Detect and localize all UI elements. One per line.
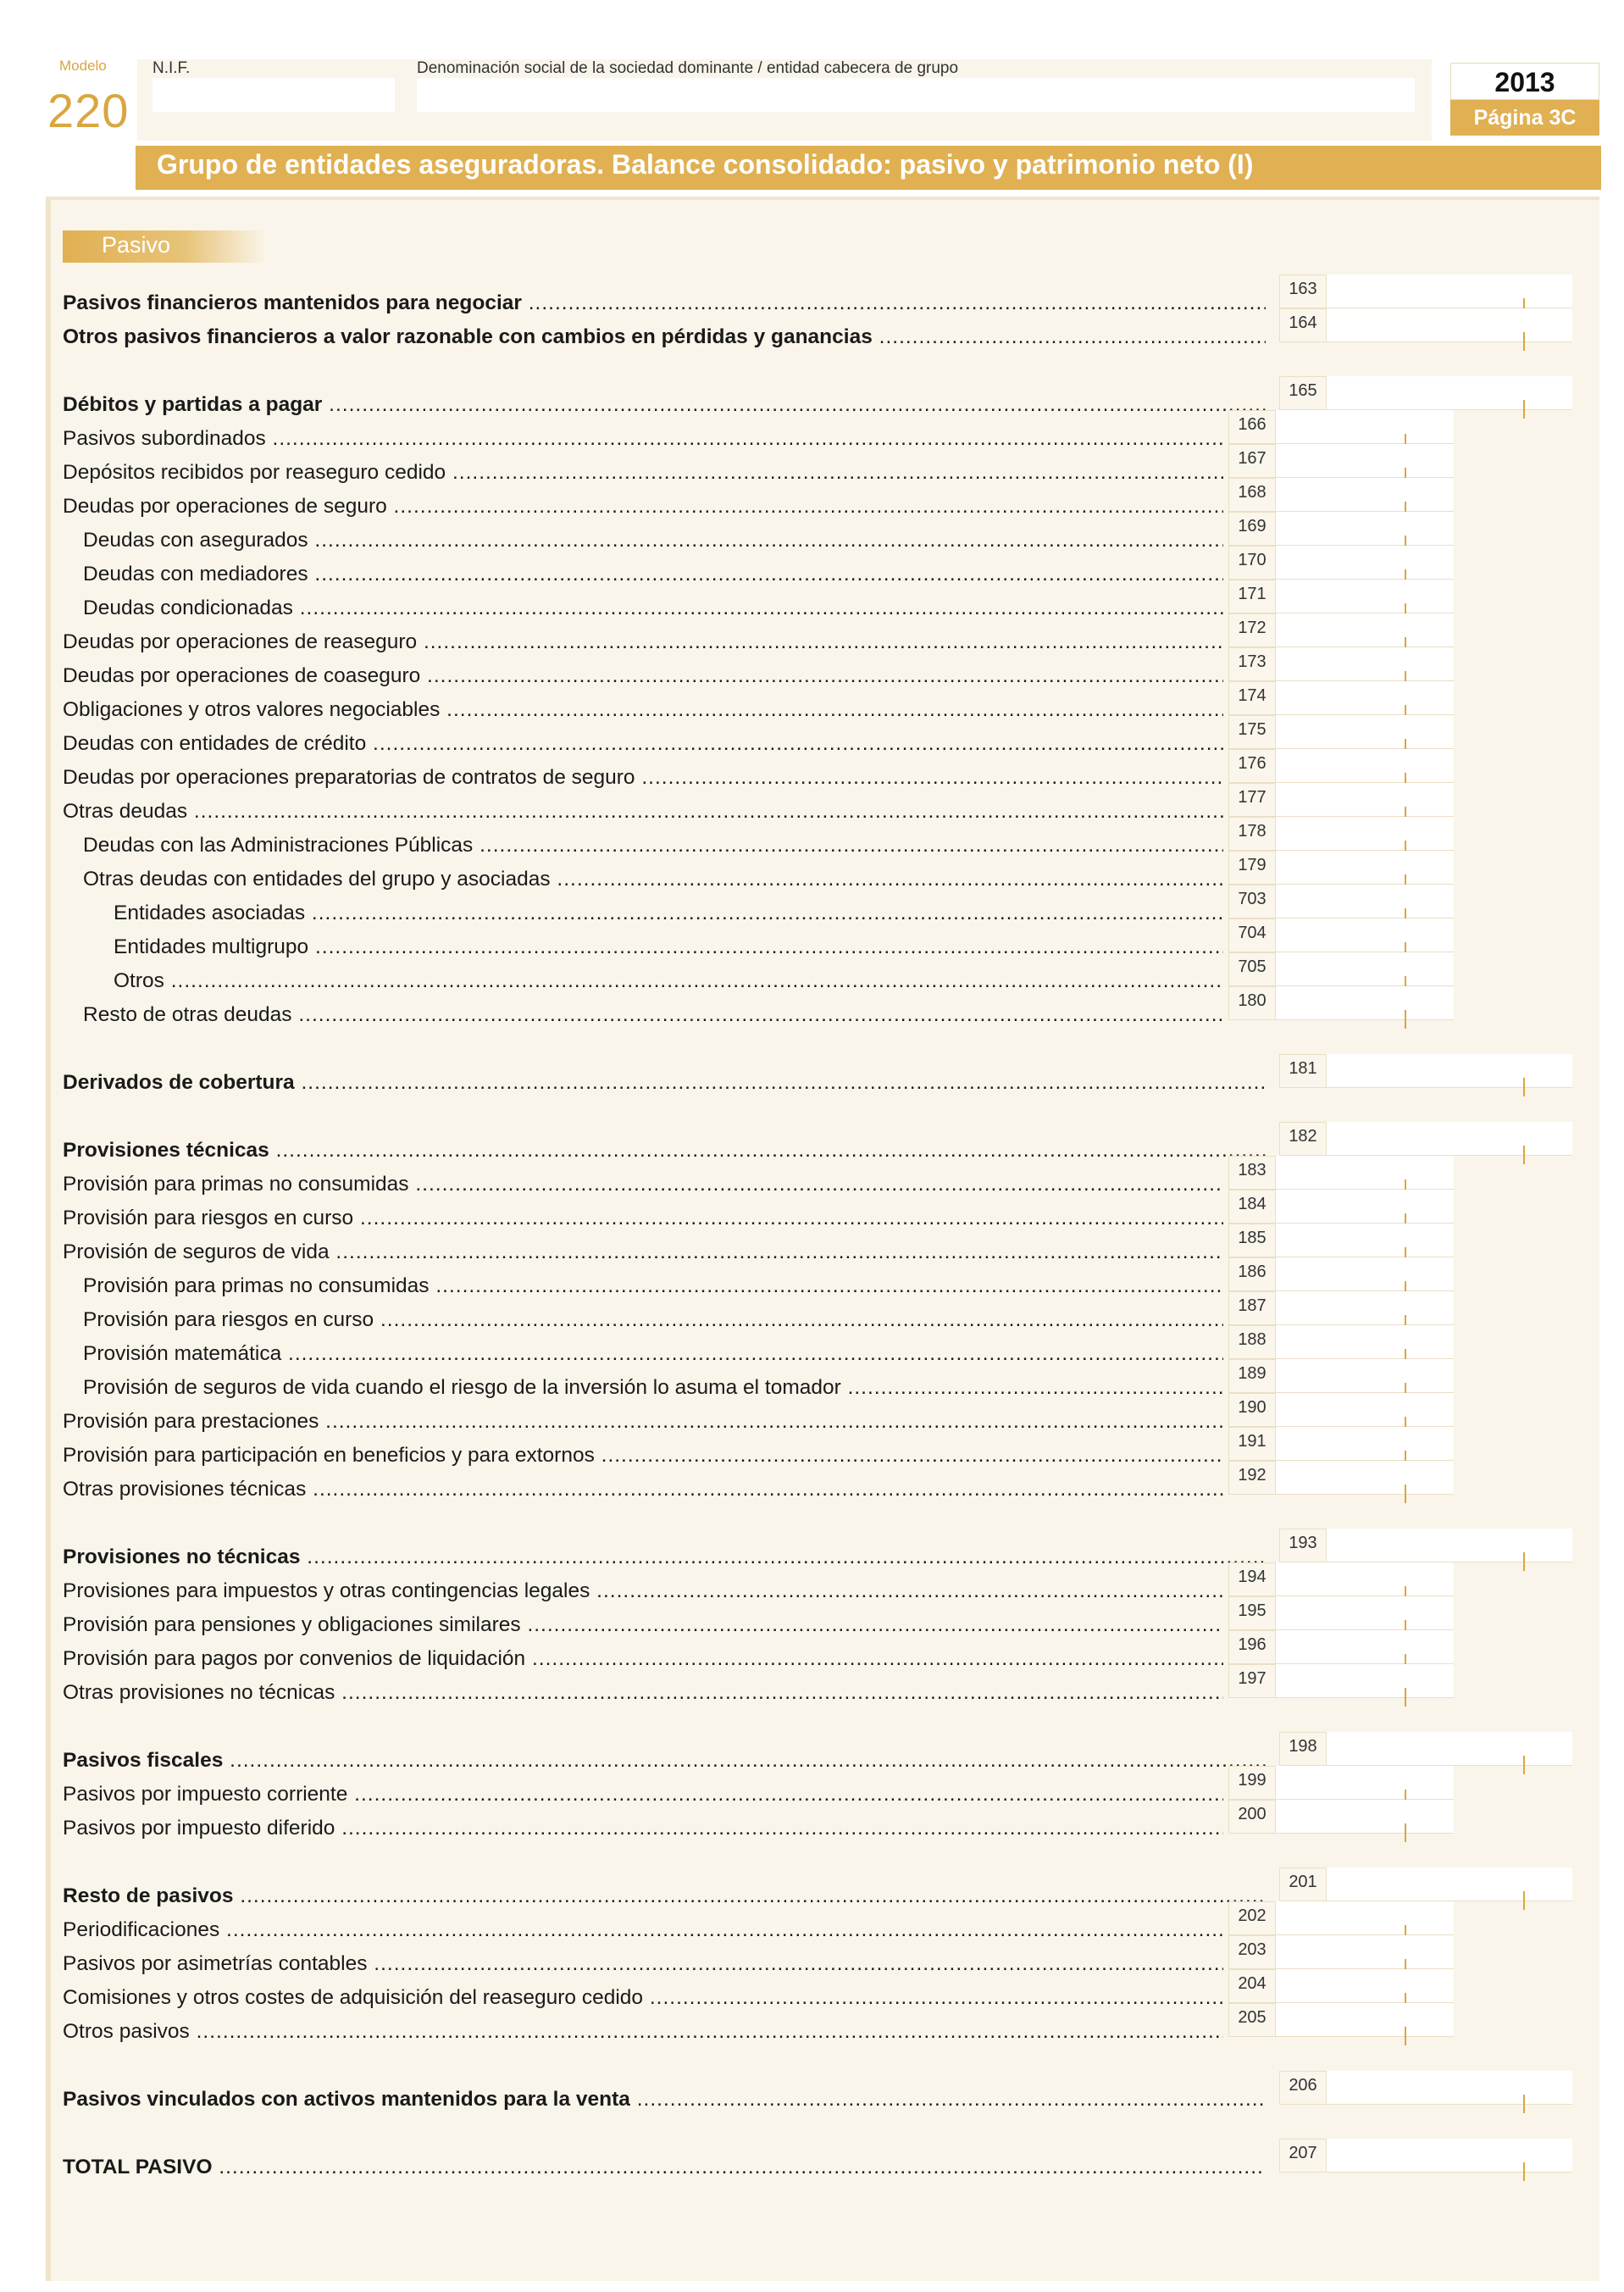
- row-label: Pasivos por impuesto corriente .....: [63, 1779, 1223, 1810]
- row-label: Derivados de cobertura .....: [63, 1068, 1266, 1098]
- amount-field[interactable]: [1276, 851, 1454, 885]
- box-code: 164: [1279, 308, 1327, 342]
- form-row: [0, 2076, 1624, 2115]
- box-code: 181: [1279, 1054, 1327, 1088]
- row-label: Provisión para pagos por convenios de liquidación .....: [63, 1644, 1223, 1674]
- amount-field[interactable]: [1276, 986, 1454, 1020]
- row-label: Otros .....: [114, 966, 1223, 996]
- amount-field[interactable]: [1276, 1224, 1454, 1257]
- row-label: Deudas por operaciones de coaseguro .....: [63, 661, 1223, 691]
- form-row: [0, 1669, 1624, 1708]
- amount-field[interactable]: [1276, 1427, 1454, 1461]
- row-label: Pasivos subordinados .....: [63, 424, 1223, 454]
- amount-field[interactable]: [1276, 1630, 1454, 1664]
- amount-field[interactable]: [1276, 1359, 1454, 1393]
- box-code: 191: [1228, 1427, 1276, 1461]
- decimal-separator-mark: [1523, 332, 1525, 351]
- amount-field[interactable]: [1327, 275, 1572, 308]
- box-code: 205: [1228, 2003, 1276, 2037]
- row-label: Pasivos fiscales .....: [63, 1745, 1266, 1776]
- page-title: Grupo de entidades aseguradoras. Balance consolidado: pasivo y patrimonio neto (I): [157, 149, 1254, 180]
- amount-field[interactable]: [1276, 647, 1454, 681]
- decimal-separator-mark: [1523, 1078, 1525, 1096]
- form-row: [0, 1059, 1624, 1098]
- form-row: [0, 314, 1624, 352]
- box-code: 177: [1228, 783, 1276, 817]
- decimal-separator-mark: [1523, 1146, 1525, 1164]
- row-label: Comisiones y otros costes de adquisición del reaseguro cedido .....: [63, 1983, 1223, 2013]
- row-label: Deudas por operaciones de reaseguro .....: [63, 627, 1223, 658]
- amount-field[interactable]: [1276, 1156, 1454, 1190]
- box-code: 703: [1228, 885, 1276, 918]
- box-code: 184: [1228, 1190, 1276, 1224]
- row-label: Débitos y partidas a pagar .....: [63, 390, 1266, 420]
- box-code: 179: [1228, 851, 1276, 885]
- box-code: 173: [1228, 647, 1276, 681]
- decimal-separator-mark: [1523, 1756, 1525, 1774]
- amount-field[interactable]: [1276, 952, 1454, 986]
- row-label: Provisiones técnicas .....: [63, 1135, 1266, 1166]
- amount-field[interactable]: [1276, 410, 1454, 444]
- box-code: 172: [1228, 613, 1276, 647]
- page-badge: Página 3C: [1450, 100, 1599, 136]
- row-label: Provisión de seguros de vida cuando el riesgo de la inversión lo asuma el tomador .....: [83, 1373, 1223, 1403]
- amount-field[interactable]: [1276, 1562, 1454, 1596]
- box-code: 199: [1228, 1766, 1276, 1800]
- modelo-number: 220: [47, 84, 130, 137]
- box-code: 206: [1279, 2071, 1327, 2105]
- amount-field[interactable]: [1327, 1122, 1572, 1156]
- box-code: 171: [1228, 580, 1276, 613]
- row-label: Deudas con entidades de crédito .....: [63, 729, 1223, 759]
- amount-field[interactable]: [1276, 580, 1454, 613]
- row-label: Provisión para pensiones y obligaciones similares .....: [63, 1610, 1223, 1640]
- row-label: Otras deudas con entidades del grupo y asociadas .....: [83, 864, 1223, 895]
- box-code: 182: [1279, 1122, 1327, 1156]
- row-label: Periodificaciones .....: [63, 1915, 1223, 1945]
- form-row: [0, 1466, 1624, 1505]
- denominacion-field[interactable]: [417, 78, 1415, 112]
- decimal-separator-mark: [1523, 1552, 1525, 1571]
- row-label: Deudas con asegurados .....: [83, 525, 1223, 556]
- box-code: 185: [1228, 1224, 1276, 1257]
- row-label: Pasivos por asimetrías contables .....: [63, 1949, 1223, 1979]
- row-label: Deudas con las Administraciones Públicas .....: [83, 830, 1223, 861]
- amount-field[interactable]: [1276, 1664, 1454, 1698]
- amount-field[interactable]: [1276, 1257, 1454, 1291]
- row-label: Provisión para primas no consumidas .....: [63, 1169, 1223, 1200]
- row-label: Deudas por operaciones preparatorias de contratos de seguro .....: [63, 763, 1223, 793]
- amount-field[interactable]: [1276, 1901, 1454, 1935]
- form-row: [0, 2144, 1624, 2183]
- amount-field[interactable]: [1276, 817, 1454, 851]
- row-label: Otras provisiones no técnicas .....: [63, 1678, 1223, 1708]
- amount-field[interactable]: [1327, 376, 1572, 410]
- amount-field[interactable]: [1276, 1969, 1454, 2003]
- row-label: Provisiones para impuestos y otras contingencias legales .....: [63, 1576, 1223, 1607]
- decimal-separator-mark: [1523, 2162, 1525, 2181]
- row-label: Deudas condicionadas .....: [83, 593, 1223, 624]
- form-row: [0, 991, 1624, 1030]
- box-code: 201: [1279, 1867, 1327, 1901]
- box-code: 193: [1279, 1529, 1327, 1562]
- denominacion-label: Denominación social de la sociedad dominante / entidad cabecera de grupo: [417, 59, 959, 77]
- box-code: 196: [1228, 1630, 1276, 1664]
- box-code: 186: [1228, 1257, 1276, 1291]
- box-code: 202: [1228, 1901, 1276, 1935]
- box-code: 174: [1228, 681, 1276, 715]
- box-code: 198: [1279, 1732, 1327, 1766]
- row-label: Obligaciones y otros valores negociables .....: [63, 695, 1223, 725]
- box-code: 195: [1228, 1596, 1276, 1630]
- amount-field[interactable]: [1276, 681, 1454, 715]
- box-code: 183: [1228, 1156, 1276, 1190]
- row-label: Deudas por operaciones de seguro .....: [63, 491, 1223, 522]
- amount-field[interactable]: [1276, 749, 1454, 783]
- year-badge: 2013: [1450, 63, 1599, 100]
- box-code: 168: [1228, 478, 1276, 512]
- row-label: Pasivos financieros mantenidos para negociar .....: [63, 288, 1266, 319]
- box-code: 190: [1228, 1393, 1276, 1427]
- box-code: 194: [1228, 1562, 1276, 1596]
- row-label: Resto de otras deudas .....: [83, 1000, 1223, 1030]
- decimal-separator-mark: [1523, 2095, 1525, 2113]
- decimal-separator-mark: [1405, 1688, 1406, 1707]
- box-code: 176: [1228, 749, 1276, 783]
- row-label: Provisiones no técnicas .....: [63, 1542, 1266, 1573]
- box-code: 188: [1228, 1325, 1276, 1359]
- amount-field[interactable]: [1276, 444, 1454, 478]
- row-label: Depósitos recibidos por reaseguro cedido .....: [63, 458, 1223, 488]
- amount-field[interactable]: [1276, 1291, 1454, 1325]
- amount-field[interactable]: [1327, 308, 1572, 342]
- box-code: 192: [1228, 1461, 1276, 1495]
- box-code: 197: [1228, 1664, 1276, 1698]
- amount-field[interactable]: [1327, 1867, 1572, 1901]
- row-label: Provisión para prestaciones .....: [63, 1407, 1223, 1437]
- box-code: 705: [1228, 952, 1276, 986]
- amount-field[interactable]: [1276, 1461, 1454, 1495]
- amount-field[interactable]: [1276, 2003, 1454, 2037]
- amount-field[interactable]: [1327, 2071, 1572, 2105]
- section-header-label: Pasivo: [102, 232, 171, 258]
- box-code: 189: [1228, 1359, 1276, 1393]
- nif-field[interactable]: [152, 78, 395, 112]
- decimal-separator-mark: [1523, 400, 1525, 419]
- form-row: [0, 1805, 1624, 1844]
- amount-field[interactable]: [1276, 1800, 1454, 1834]
- decimal-separator-mark: [1405, 1010, 1406, 1029]
- box-code: 204: [1228, 1969, 1276, 2003]
- box-code: 187: [1228, 1291, 1276, 1325]
- row-label: Entidades multigrupo .....: [114, 932, 1223, 963]
- box-code: 200: [1228, 1800, 1276, 1834]
- row-label: Provisión para participación en beneficios y para extornos .....: [63, 1440, 1223, 1471]
- amount-field[interactable]: [1276, 1766, 1454, 1800]
- amount-field[interactable]: [1276, 918, 1454, 952]
- row-label: Provisión para riesgos en curso .....: [63, 1203, 1223, 1234]
- row-label: Provisión para primas no consumidas .....: [83, 1271, 1223, 1301]
- box-code: 704: [1228, 918, 1276, 952]
- row-label: Provisión de seguros de vida .....: [63, 1237, 1223, 1268]
- box-code: 203: [1228, 1935, 1276, 1969]
- row-label: Entidades asociadas .....: [114, 898, 1223, 929]
- row-label: Pasivos por impuesto diferido .....: [63, 1813, 1223, 1844]
- amount-field[interactable]: [1327, 1529, 1572, 1562]
- decimal-separator-mark: [1405, 1823, 1406, 1842]
- row-label: Pasivos vinculados con activos mantenidos para la venta .....: [63, 2084, 1266, 2115]
- row-label: Otros pasivos .....: [63, 2017, 1223, 2047]
- amount-field[interactable]: [1276, 478, 1454, 512]
- amount-field[interactable]: [1276, 783, 1454, 817]
- decimal-separator-mark: [1523, 1891, 1525, 1910]
- amount-field[interactable]: [1276, 1393, 1454, 1427]
- amount-field[interactable]: [1276, 715, 1454, 749]
- nif-label: N.I.F.: [152, 59, 191, 77]
- box-code: 180: [1228, 986, 1276, 1020]
- amount-field[interactable]: [1276, 1325, 1454, 1359]
- amount-field[interactable]: [1276, 1935, 1454, 1969]
- box-code: 170: [1228, 546, 1276, 580]
- box-code: 163: [1279, 275, 1327, 308]
- amount-field[interactable]: [1327, 2139, 1572, 2173]
- row-label: Provisión para riesgos en curso .....: [83, 1305, 1223, 1335]
- amount-field[interactable]: [1276, 885, 1454, 918]
- decimal-separator-mark: [1405, 1485, 1406, 1503]
- amount-field[interactable]: [1327, 1054, 1572, 1088]
- row-label: Deudas con mediadores .....: [83, 559, 1223, 590]
- amount-field[interactable]: [1276, 546, 1454, 580]
- row-label: Otras provisiones técnicas .....: [63, 1474, 1223, 1505]
- row-label: TOTAL PASIVO .....: [63, 2152, 1266, 2183]
- box-code: 167: [1228, 444, 1276, 478]
- row-label: Resto de pasivos .....: [63, 1881, 1266, 1912]
- box-code: 178: [1228, 817, 1276, 851]
- row-label: Otras deudas .....: [63, 796, 1223, 827]
- modelo-label: Modelo: [59, 58, 107, 74]
- box-code: 207: [1279, 2139, 1327, 2173]
- amount-field[interactable]: [1327, 1732, 1572, 1766]
- row-label: Otros pasivos financieros a valor razonable con cambios en pérdidas y ganancias .....: [63, 322, 1266, 352]
- box-code: 166: [1228, 410, 1276, 444]
- amount-field[interactable]: [1276, 1596, 1454, 1630]
- box-code: 169: [1228, 512, 1276, 546]
- row-label: Provisión matemática .....: [83, 1339, 1223, 1369]
- decimal-separator-mark: [1405, 2027, 1406, 2045]
- box-code: 175: [1228, 715, 1276, 749]
- amount-field[interactable]: [1276, 1190, 1454, 1224]
- form-row: [0, 2008, 1624, 2047]
- box-code: 165: [1279, 376, 1327, 410]
- amount-field[interactable]: [1276, 613, 1454, 647]
- amount-field[interactable]: [1276, 512, 1454, 546]
